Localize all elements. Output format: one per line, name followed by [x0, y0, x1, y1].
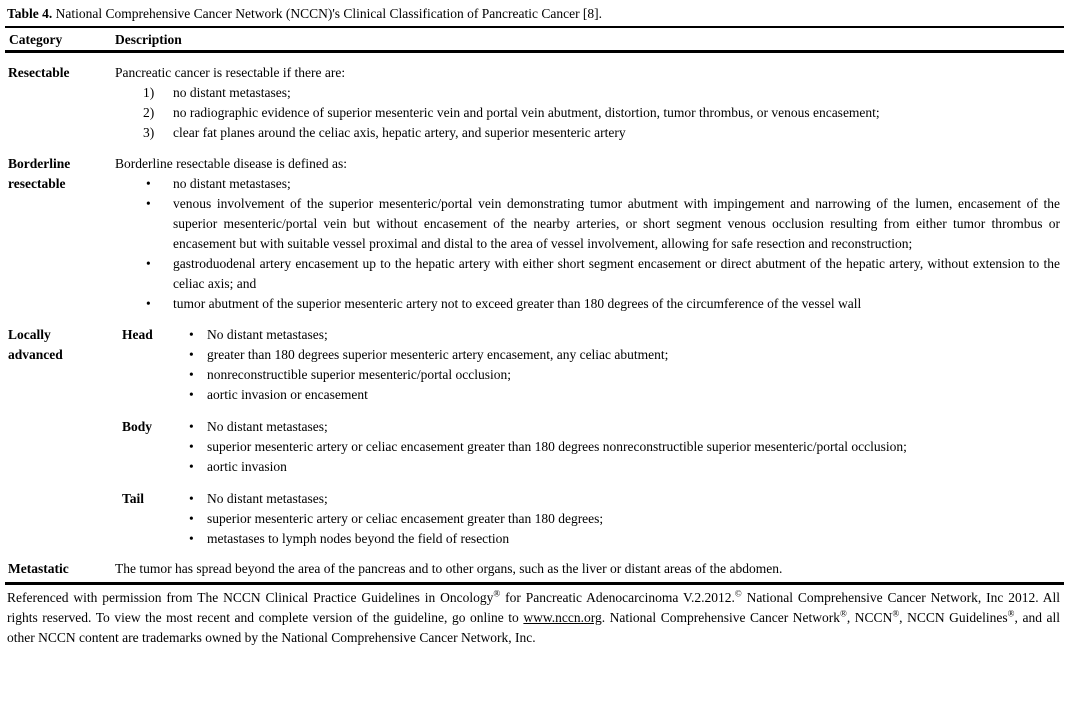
subrow-head: [115, 325, 1060, 405]
list-item: • nonreconstructible superior mesenteric/portal occlusion;: [115, 365, 1060, 385]
bullet-list: [115, 417, 1060, 477]
table-row-metastatic: [0, 559, 1070, 579]
list-item: • greater than 180 degrees superior mesenteric artery encasement, any celiac abutment;: [115, 345, 1060, 365]
table-header-row: [0, 28, 1070, 50]
description-cell: The tumor has spread beyond the area of the pancreas and to other organs, such as the liver or distant areas of the abdomen.: [115, 561, 783, 576]
footnote-text: , and all other NCCN content are trademarks owned by the National Comprehensive Cancer Network, Inc.: [7, 610, 1060, 645]
row-intro: Pancreatic cancer is resectable if there are:: [115, 65, 346, 80]
bullet-list: [115, 325, 1060, 405]
list-item: no radiographic evidence of superior mesenteric vein and portal vein abutment, distortion, tumor thrombus, or venous encasement;: [173, 105, 880, 120]
category-label: Metastatic: [8, 561, 69, 576]
subrow-body: [115, 417, 1060, 477]
list-item: • aortic invasion or encasement: [115, 385, 1060, 405]
registered-mark: ®: [840, 608, 847, 619]
list-item: • superior mesenteric artery or celiac encasement greater than 180 degrees;: [115, 509, 1060, 529]
column-header-description: Description: [115, 32, 182, 47]
footnote-text: , NCCN Guidelines: [899, 610, 1008, 625]
subcategory-label: Head: [122, 327, 153, 342]
bullet-list: [115, 489, 1060, 549]
list-item: • aortic invasion: [115, 457, 1060, 477]
numbered-list: [115, 83, 1060, 143]
list-item: • No distant metastases;: [115, 417, 1060, 437]
subrow-tail: [115, 489, 1060, 549]
table-caption-text: National Comprehensive Cancer Network (NCCN)'s Clinical Classification of Pancreatic Cancer [8].: [52, 6, 603, 21]
list-item: • tumor abutment of the superior mesenteric artery not to exceed greater than 180 degrees of the circumference of the vessel wall: [115, 294, 1060, 314]
category-label: Borderline resectable: [8, 156, 71, 191]
list-item: • No distant metastases;: [115, 489, 1060, 509]
footnote-text: . National Comprehensive Cancer Network: [601, 610, 841, 625]
category-label: Locally advanced: [8, 327, 63, 362]
registered-mark: ®: [493, 588, 501, 599]
column-header-category: Category: [9, 32, 63, 47]
registered-mark: ®: [1007, 608, 1015, 619]
footnote-text: Referenced with permission from The NCCN Clinical Practice Guidelines in Oncology: [7, 590, 494, 605]
table-row-borderline-resectable: [0, 154, 1070, 314]
list-item: • gastroduodenal artery encasement up to the hepatic artery with either short segment encasement or direct abutment of the hepatic artery, without extension to the celiac axis; and: [115, 254, 1060, 294]
list-item: • No distant metastases;: [115, 325, 1060, 345]
header-divider: [5, 50, 1064, 53]
description-cell: [115, 63, 1060, 143]
category-label: Resectable: [8, 65, 70, 80]
list-item: • venous involvement of the superior mesenteric/portal vein demonstrating tumor abutment with impingement and narrowing of the lumen, encasement of the superior mesenteric/portal vein but without encasement of the nearby arteries, or short segment venous occlusion resulting from either tumor thrombus or encasement but with suitable vessel proximal and distal to the area of vessel involvement, allowing for safe resection and reconstruction;: [115, 194, 1060, 254]
table-caption: [0, 3, 1070, 24]
list-item: clear fat planes around the celiac axis, hepatic artery, and superior mesenteric artery: [173, 125, 626, 140]
table-caption-label: Table 4.: [7, 6, 53, 21]
list-item: • no distant metastases;: [115, 174, 1060, 194]
list-item: • superior mesenteric artery or celiac encasement greater than 180 degrees nonreconstructible superior mesenteric/portal occlusion;: [115, 437, 1060, 457]
bullet-list: [115, 174, 1060, 314]
bottom-divider: [5, 582, 1064, 585]
footnote-text: National Comprehensive Cancer Network, Inc 2012. All rights reserved. To view the most recent and complete version of the guideline, go online to: [7, 590, 1060, 625]
description-cell: [115, 325, 1060, 549]
subcategory-label: Tail: [122, 491, 145, 506]
table-footnote: [0, 587, 1070, 648]
nccn-org-link[interactable]: www.nccn.org: [523, 610, 602, 625]
registered-mark: ®: [892, 608, 900, 619]
list-item: • metastases to lymph nodes beyond the field of resection: [115, 529, 1060, 549]
footnote-text: , NCCN: [846, 610, 893, 625]
subcategory-label: Body: [122, 419, 153, 434]
table-row-resectable: [0, 63, 1070, 143]
copyright-mark: ©: [734, 588, 742, 599]
row-intro: Borderline resectable disease is defined as:: [115, 156, 348, 171]
table-row-locally-advanced: [0, 325, 1070, 549]
footnote-text: for Pancreatic Adenocarcinoma V.2.2012.: [500, 590, 735, 605]
description-cell: [115, 154, 1060, 314]
list-item: no distant metastases;: [173, 85, 291, 100]
